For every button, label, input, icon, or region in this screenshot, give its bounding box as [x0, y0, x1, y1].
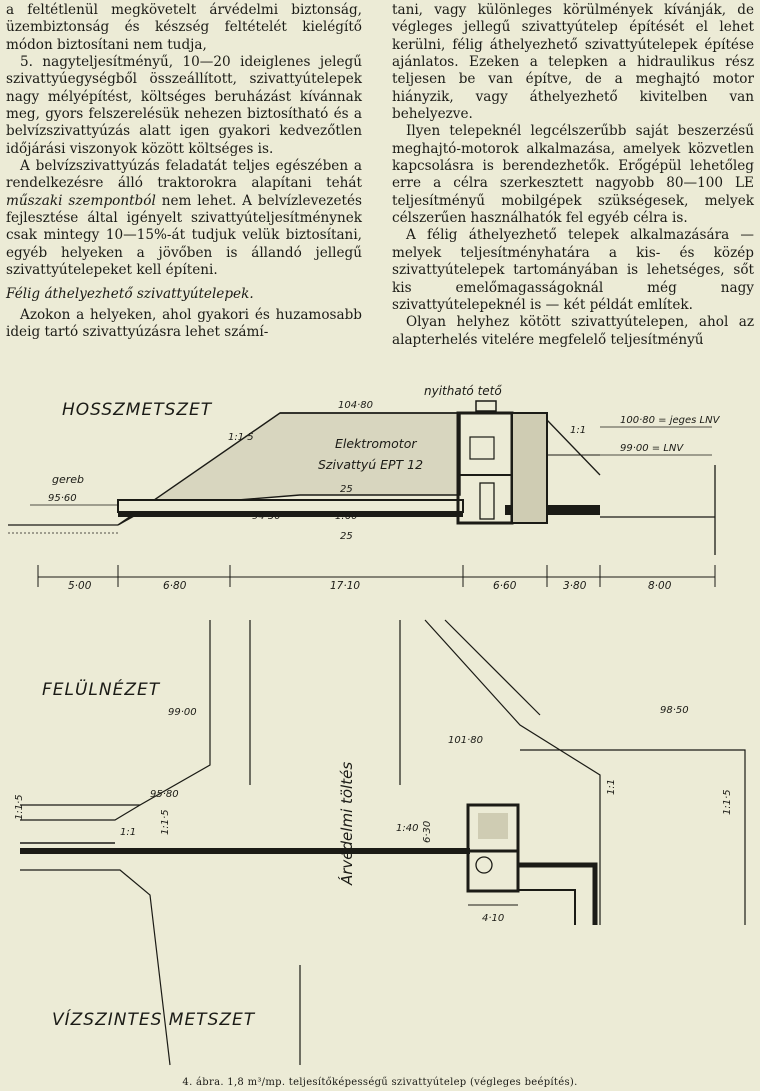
level-label: 94·50 [252, 511, 281, 522]
level-label: 95·80 [150, 789, 179, 800]
motor-label: Elektromotor [335, 436, 417, 451]
dimension-label: 8·00 [648, 580, 672, 592]
longitudinal-title: HOSSZMETSZET [62, 400, 213, 420]
dimension-label: 6·60 [493, 580, 517, 592]
slope-label: 1:1 [606, 778, 617, 795]
dimension-label: 25 [340, 531, 353, 542]
right-text-column [392, 2, 754, 349]
level-label: 99·00 [168, 707, 197, 718]
screen-label: gereb [52, 473, 85, 486]
outlet-channel-plan [518, 865, 595, 925]
longitudinal-section [8, 384, 721, 592]
slope-label: 1:1 [120, 827, 137, 838]
pump-symbol [476, 857, 492, 873]
text-run: A belvízszivattyúzás feladatát teljes egészében a rendelkezésre álló traktorokra alapítani tehát [6, 158, 362, 192]
paragraph: Azokon a helyeken, ahol gyakori és huzamosabb ideig tartó szivattyúzásra lehet számí- [6, 306, 362, 341]
electric-motor [470, 437, 494, 459]
horizontal-section-title: VÍZSZINTES METSZET [52, 1010, 256, 1030]
pipe-foundation [118, 512, 463, 517]
pump-house-annex [512, 413, 547, 523]
paragraph: A félig áthelyezhető telepek alkalmazására — melyek teljesítményhatára a kis- és közép szivattyútelepek tartományában is lehetséges, sőt kis emelőmagasságoknál még nagy szivattyútelepeknél is — két példát említek. [392, 227, 754, 313]
flood-level-label: 99·00 = LNV [620, 443, 684, 454]
roof-hatch [476, 401, 496, 411]
paragraph: Ilyen telepeknél legcélszerűbb saját beszerzésű meghajtó-motorok alkalmazása, amelyek közvetlen kapcsolásra is berendezhetők. Erőgépül lehetőleg erre a célra szerkesztett nagyobb 80—100 LE teljesítményű mobilgépek szükségesek, melyek célszerűen használhatók fel egyéb célra is. [392, 123, 754, 227]
dimension-label: 3·80 [563, 580, 587, 592]
dimension-ticks [38, 565, 715, 587]
pipe-slope-label: 1:40 [396, 823, 419, 834]
paragraph: tani, vagy különleges körülmények kívánják, de végleges jellegű szivattyútelep építését el lehet kerülni, félig áthelyezhető szivattyútelepek építése ajánlatos. Ezeken a telepken a hidraulikus rész teljesen be van építve, de a meghajtó motor hiányzik, vagy áthelyezhető kivitelben van behelyezve. [392, 2, 754, 123]
roof-label: nyitható tető [424, 384, 502, 398]
pressure-pipe [118, 500, 463, 512]
paragraph: a feltétlenül megkövetelt árvédelmi biztonság, üzembiztonság és készség feltételét kielégítő módon biztosítani nem tudja, [6, 2, 362, 53]
figure-caption: 4. ábra. 1,8 m³/mp. teljesítőképességű szivattyútelep (végleges beépítés). [182, 1077, 578, 1088]
left-text-column [6, 2, 362, 342]
level-label: 98·50 [660, 705, 689, 716]
pipe-slope-label: 1:60 [335, 511, 358, 522]
slope-label: 1:1·5 [14, 794, 25, 820]
pump-label: Szivattyú EPT 12 [318, 457, 424, 472]
slope-label: 1:1·5 [722, 789, 733, 815]
pump-body [480, 483, 494, 519]
dimension-label: 17·10 [330, 580, 361, 592]
pumping-station-figure [0, 365, 760, 1077]
dimension-label: 5·00 [68, 580, 92, 592]
level-label: 101·80 [448, 735, 483, 746]
slope-label: 1:1·5 [160, 809, 171, 835]
dimension-label: 6·80 [163, 580, 187, 592]
paragraph [6, 158, 362, 279]
dimension-label: 6·30 [422, 820, 433, 843]
section-heading: Félig áthelyezhető szivattyútelepek. [6, 285, 254, 302]
pump-room [478, 813, 508, 839]
crest-level-label: 104·80 [338, 400, 373, 411]
paragraph: Olyan helyhez kötött szivattyútelepen, ahol az alapterhelés vitelére megfelelő teljesítményű [392, 314, 754, 348]
outlet-wall-plan [518, 890, 575, 925]
flood-level-label: 100·80 = jeges LNV [620, 415, 720, 426]
slope-label: 1:1 [570, 425, 587, 436]
paragraph: 5. nagyteljesítményű, 10—20 ideiglenes jelegű szivattyúegységből összeállított, szivattyútelepek nagy mélyépítést, költséges beruházást kívánnak meg, gyors felszerelésük nehezen biztosítható és a belvízszivattyúzás alatt igen gyakori kedvezőtlen időjárási viszonyok között költséges is. [6, 54, 362, 157]
slope-label: 1:1·5 [228, 432, 254, 443]
plan-title: FELÜLNÉZET [42, 680, 161, 700]
pump-chamber-plan [468, 851, 518, 891]
italic-text: műszaki szempontból [6, 192, 156, 209]
plan-view [14, 620, 745, 1065]
dimension-label: 25 [340, 484, 353, 495]
level-label: 95·60 [48, 493, 77, 504]
pump-house [458, 413, 512, 523]
dimension-label: 4·10 [482, 913, 505, 924]
embankment-label: Árvédelmi töltés [338, 761, 356, 885]
text-run: nem lehet. A belvízlevezetés fejlesztése által igényelt szivattyúteljesítménynek csak mintegy 10—15%-át tudjuk velük biztosítani, egyéb helyeken a jövőben is állandó jellegű szivattyútelepeket kell építeni. [6, 192, 362, 279]
